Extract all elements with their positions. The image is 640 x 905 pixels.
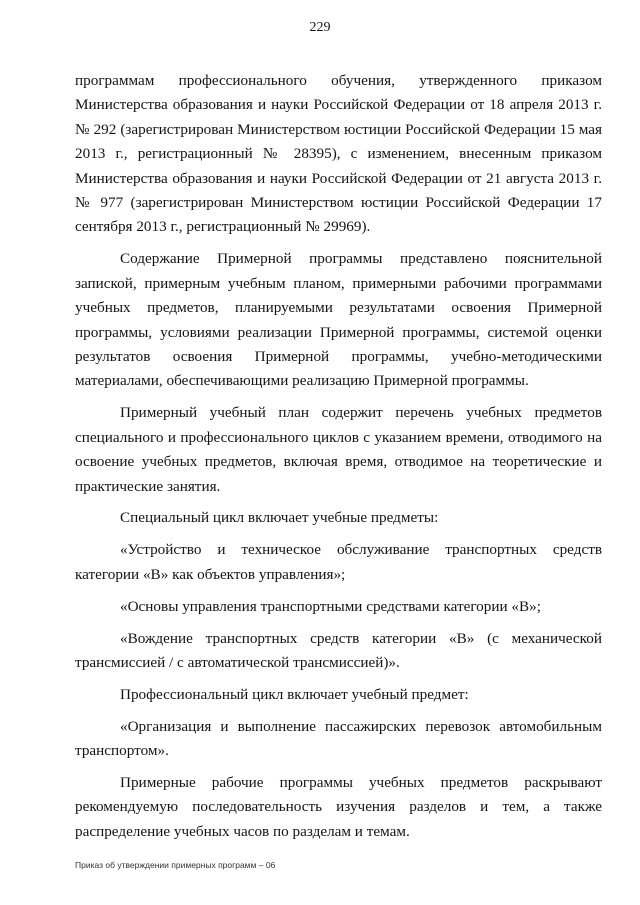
list-item-vehicle-control: «Основы управления транспортными средствами категории «B»; [120,597,541,615]
paragraph-work-programs: Примерные рабочие программы учебных предметов раскрывают рекомендуемую последовательность изучения разделов и тем, а также распределение учебных часов по разделам и темам. [75,774,602,840]
page-footer: Приказ об утверждении примерных программ – 06 [75,860,276,870]
paragraph-curriculum: Примерный учебный план содержит перечень учебных предметов специального и профессионального циклов с указанием времени, отводимого на освоение учебных предметов, включая время, отводимое на теоретические и практические занятия. [75,404,602,495]
list-item-vehicle-maintenance: «Устройство и техническое обслуживание транспортных средств категории «B» как объектов управления»; [75,541,602,583]
paragraph-special-cycle: Специальный цикл включает учебные предметы: [120,509,439,527]
paragraph-program-content: Содержание Примерной программы представлено пояснительной запиской, примерным учебным планом, примерными рабочими программами учебных предметов, планируемыми результатами освоения Примерной программы, условиями реализации Примерной программы, системой оценки результатов освоения Примерной программы, учебно-методическими материалами, обеспечивающими реализацию Примерной программы. [75,250,602,390]
paragraph-professional-cycle: Профессиональный цикл включает учебный предмет: [120,685,469,703]
list-item-driving: «Вождение транспортных средств категории «B» (с механической трансмиссией / с автоматической трансмиссией)». [75,629,602,671]
list-item-passenger-transport: «Организация и выполнение пассажирских перевозок автомобильным транспортом». [75,717,602,760]
document-body [75,69,602,852]
paragraph-continuation: программам профессионального обучения, утвержденного приказом Министерства образования и науки Российской Федерации от 18 апреля 2013 г. № 292 (зарегистрирован Министерством юстиции Российской Федерации 15 мая 2013 г., регистрационный № 28395), с изменением, внесенным приказом Министерства образования и науки Российской Федерации от 21 августа 2013 г. № 977 (зарегистрирован Министерством юстиции Российской Федерации 17 сентября 2013 г., регистрационный № 29969). [75,72,602,236]
page-number: 229 [309,20,331,35]
